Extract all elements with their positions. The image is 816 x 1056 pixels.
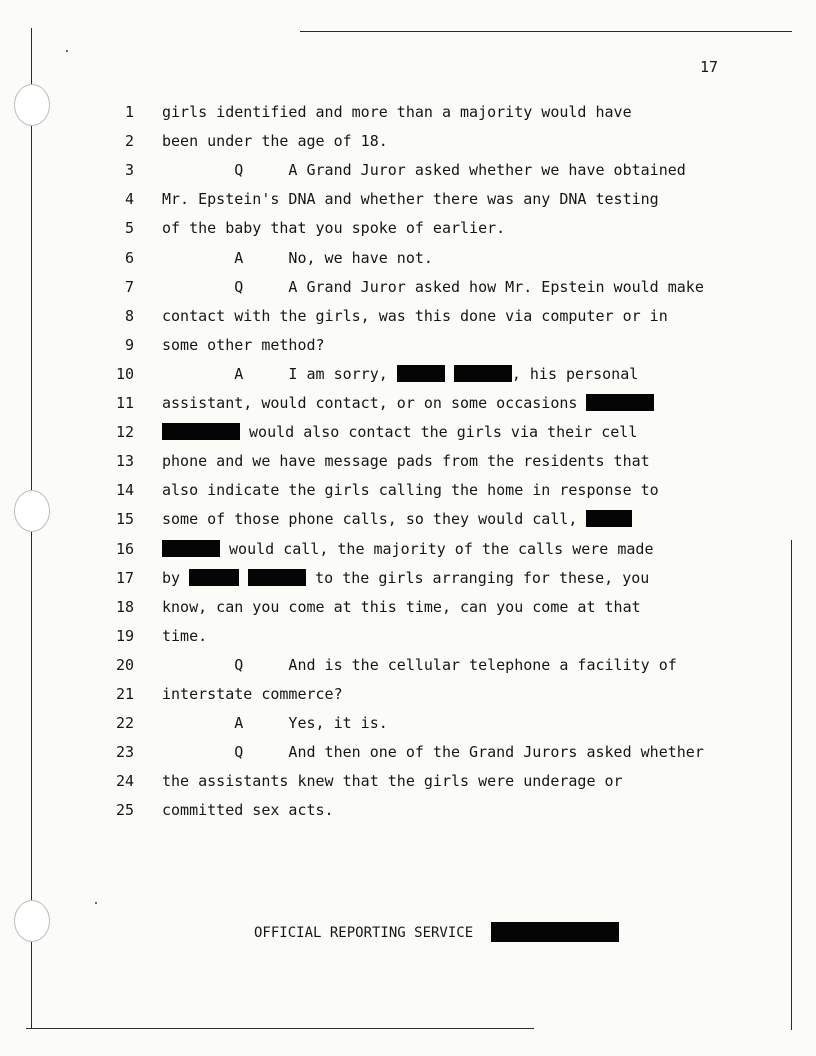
redaction-box — [397, 365, 445, 382]
transcript-line — [0, 365, 790, 394]
line-number: 11 — [115, 394, 134, 412]
text-segment: , his personal — [511, 364, 639, 383]
transcript-line — [0, 510, 790, 539]
line-number: 19 — [115, 626, 134, 645]
top-border-line — [300, 31, 792, 32]
page-number: 17 — [700, 58, 719, 76]
line-text — [162, 365, 638, 383]
line-number: 18 — [115, 597, 134, 616]
redaction-box — [189, 569, 239, 586]
line-number: 17 — [115, 568, 134, 587]
text-segment: committed sex acts. — [162, 801, 334, 820]
text-segment: A No, we have not. — [162, 248, 433, 267]
line-text — [162, 307, 668, 325]
transcript-line — [0, 656, 790, 685]
text-segment: A I am sorry, — [162, 364, 397, 383]
footer — [254, 922, 619, 942]
text-segment: been under the age of 18. — [162, 132, 388, 151]
transcript-line — [0, 452, 790, 481]
line-number: 1 — [124, 103, 134, 121]
text-segment: time. — [162, 626, 208, 645]
text-segment: would also contact the girls via their cell — [240, 423, 638, 442]
footer-label: OFFICIAL REPORTING SERVICE — [254, 925, 474, 941]
right-border-line — [791, 540, 792, 1030]
transcript-line — [0, 336, 790, 365]
transcript-line — [0, 249, 790, 278]
line-text — [162, 685, 343, 703]
transcript-line — [0, 307, 790, 336]
text-segment: contact with the girls, was this done via computer or in — [162, 306, 668, 325]
line-number: 22 — [115, 714, 134, 733]
transcript-line — [0, 772, 790, 801]
redaction-box — [162, 423, 240, 440]
line-text — [162, 743, 704, 761]
line-text — [162, 336, 325, 354]
line-text — [162, 772, 623, 790]
text-segment: Q And then one of the Grand Jurors asked whether — [162, 743, 704, 762]
scan-speck — [95, 902, 97, 904]
line-text — [162, 219, 505, 237]
line-number: 20 — [115, 655, 134, 674]
line-text — [162, 801, 334, 819]
line-number: 4 — [124, 190, 134, 209]
text-segment: also indicate the girls calling the home in response to — [162, 481, 659, 500]
transcript-line — [0, 132, 790, 161]
line-number: 3 — [124, 161, 134, 180]
transcript-line — [0, 103, 790, 132]
transcript-line — [0, 481, 790, 510]
bottom-border-line — [26, 1028, 534, 1029]
line-text — [162, 540, 653, 558]
text-segment: Mr. Epstein's DNA and whether there was any DNA testing — [162, 190, 659, 209]
line-text — [162, 190, 659, 208]
line-text — [162, 569, 649, 587]
line-text — [162, 394, 654, 412]
text-segment — [239, 569, 248, 587]
transcript-line — [0, 598, 790, 627]
punch-hole-bottom — [14, 900, 50, 942]
text-segment: would call, the majority of the calls were made — [220, 539, 654, 558]
line-text — [162, 103, 632, 121]
text-segment: Q And is the cellular telephone a facility of — [162, 655, 677, 674]
text-segment: some of those phone calls, so they would call, — [162, 510, 587, 529]
line-number: 25 — [115, 801, 134, 820]
line-text — [162, 423, 637, 441]
transcript-line — [0, 714, 790, 743]
text-segment: phone and we have message pads from the residents that — [162, 452, 650, 471]
text-segment — [445, 365, 454, 383]
line-text — [162, 132, 388, 150]
line-text — [162, 627, 207, 645]
line-number: 5 — [124, 219, 134, 238]
line-number: 24 — [115, 772, 134, 791]
line-text — [162, 452, 650, 470]
text-segment: girls identified and more than a majority would have — [162, 103, 632, 121]
transcript-line — [0, 190, 790, 219]
line-number: 12 — [115, 423, 134, 442]
transcript-line — [0, 219, 790, 248]
redaction-box — [454, 365, 512, 382]
transcript-line — [0, 801, 790, 830]
line-text — [162, 714, 388, 732]
line-number: 15 — [115, 510, 134, 529]
text-segment: the assistants knew that the girls were underage or — [162, 772, 623, 791]
line-number: 2 — [124, 132, 134, 151]
scan-speck — [66, 50, 68, 52]
redaction-box — [586, 510, 632, 527]
line-number: 21 — [115, 685, 134, 703]
transcript-line — [0, 278, 790, 307]
redaction-box — [491, 922, 619, 942]
transcript-line — [0, 161, 790, 190]
line-text — [162, 161, 686, 179]
line-number: 9 — [124, 335, 134, 354]
line-text — [162, 278, 704, 296]
line-text — [162, 481, 659, 499]
line-text — [162, 249, 433, 267]
text-segment: Q A Grand Juror asked whether we have obtained — [162, 161, 686, 180]
line-number: 8 — [124, 306, 134, 325]
transcript-line — [0, 394, 790, 423]
line-number: 7 — [124, 277, 134, 296]
text-segment: by — [162, 568, 190, 587]
redaction-box — [248, 569, 306, 586]
transcript-line — [0, 627, 790, 656]
line-number: 23 — [115, 743, 134, 762]
transcript-line — [0, 743, 790, 772]
text-segment: Q A Grand Juror asked how Mr. Epstein would make — [162, 277, 704, 296]
line-text — [162, 510, 632, 528]
transcript-line — [0, 685, 790, 714]
transcript-line — [0, 423, 790, 452]
line-number: 16 — [115, 539, 134, 558]
text-segment: some other method? — [162, 335, 325, 354]
text-segment: assistant, would contact, or on some occasions — [162, 394, 587, 412]
transcript-line — [0, 540, 790, 569]
line-number: 13 — [115, 452, 134, 471]
line-text — [162, 598, 641, 616]
redaction-box — [586, 394, 654, 411]
redaction-box — [162, 540, 220, 557]
text-segment: A Yes, it is. — [162, 714, 388, 733]
line-number: 14 — [115, 481, 134, 500]
text-segment: to the girls arranging for these, you — [306, 568, 650, 587]
text-segment: of the baby that you spoke of earlier. — [162, 219, 506, 238]
line-number: 10 — [115, 364, 134, 383]
transcript-line — [0, 569, 790, 598]
text-segment: interstate commerce? — [162, 685, 343, 703]
line-number: 6 — [124, 248, 134, 267]
text-segment: know, can you come at this time, can you come at that — [162, 597, 641, 616]
line-text — [162, 656, 677, 674]
